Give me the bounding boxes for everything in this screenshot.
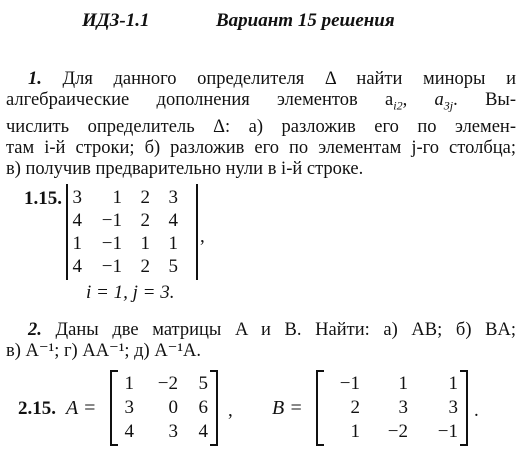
det-cell: 1 bbox=[112, 186, 122, 208]
det-row bbox=[68, 255, 196, 278]
matrix-a-cell: 4 bbox=[124, 421, 134, 442]
task1-line-1 bbox=[6, 69, 516, 90]
det-cell: 4 bbox=[72, 209, 82, 231]
doc-variant-title: Вариант 15 решения bbox=[216, 10, 395, 31]
task1-line-4: там i-й строки; б) разложив его по элементам j-го столбца; bbox=[6, 137, 516, 158]
matrix-b-cell: 3 bbox=[398, 397, 408, 418]
matrix-a-left-bracket bbox=[110, 370, 118, 446]
matrix-b-cell: −2 bbox=[387, 421, 408, 442]
task1-sub-i2: i2 bbox=[393, 98, 403, 113]
matrix-end-period: . bbox=[474, 400, 479, 421]
task1-a-symbol: a bbox=[434, 90, 444, 110]
task2-paragraph bbox=[6, 320, 516, 362]
task1-paragraph bbox=[6, 69, 516, 180]
matrix-b-left-bracket bbox=[316, 370, 324, 446]
matrix-b-cell: 1 bbox=[398, 373, 408, 394]
det-cell: 3 bbox=[168, 186, 178, 208]
det-cell: 4 bbox=[72, 255, 82, 277]
det-row bbox=[68, 186, 196, 209]
matrix-a bbox=[110, 370, 218, 446]
det-cell: 2 bbox=[140, 186, 150, 208]
problem-1-15-label: 1.15. bbox=[24, 188, 62, 209]
matrix-b-cell: −1 bbox=[339, 373, 360, 394]
task1-number: 1. bbox=[28, 69, 42, 89]
det-cell: 3 bbox=[72, 186, 82, 208]
doc-code: ИДЗ-1.1 bbox=[82, 10, 150, 31]
task2-line1-text: Даны две матрицы A и B. Найти: а) AB; б) BA; bbox=[55, 320, 516, 340]
matrix-a-cell: 1 bbox=[124, 373, 134, 394]
det-row bbox=[68, 209, 196, 232]
matrix-b-name: B = bbox=[272, 397, 303, 419]
matrix-a-cell: 0 bbox=[168, 397, 178, 418]
matrix-a-cell: 4 bbox=[198, 421, 208, 442]
task1-line2-tail: Вы- bbox=[485, 90, 517, 110]
det-cell: −1 bbox=[101, 232, 122, 254]
det-trailing-comma: , bbox=[200, 226, 205, 247]
task1-line-3: числить определитель Δ: а) разложив его по элемен- bbox=[6, 116, 516, 137]
matrix-b-cell: 2 bbox=[350, 397, 360, 418]
matrix-a-cell: −2 bbox=[157, 373, 178, 394]
task1-line-5: в) получив предварительно нули в i-й строке. bbox=[6, 158, 364, 179]
task1-line-2: алгебраические дополнения элементов $a_{i2}$, $a_{3j}$. Вы- bbox=[6, 90, 517, 113]
matrix-b-cell: 3 bbox=[448, 397, 458, 418]
det-cell: 1 bbox=[72, 232, 82, 254]
matrix-b-row bbox=[326, 396, 458, 420]
matrix-b-cell: 1 bbox=[350, 421, 360, 442]
matrix-a-name: A = bbox=[66, 397, 97, 419]
det-cell: 5 bbox=[168, 255, 178, 277]
det-cell: −1 bbox=[101, 255, 122, 277]
problem-2-15-label: 2.15. bbox=[18, 398, 56, 419]
task1-line2-text: алгебраические дополнения элементов a bbox=[6, 90, 394, 110]
task1-sub-3j: 3j bbox=[443, 98, 454, 113]
matrix-a-cell: 6 bbox=[198, 397, 208, 418]
matrix-a-cell: 3 bbox=[124, 397, 134, 418]
det-cell: 4 bbox=[168, 209, 178, 231]
det-cell: 2 bbox=[140, 255, 150, 277]
matrix-b-row bbox=[326, 372, 458, 396]
matrix-b-row bbox=[326, 420, 458, 444]
determinant-1-15 bbox=[66, 184, 198, 280]
matrix-a-row bbox=[120, 396, 208, 420]
matrix-a-row bbox=[120, 372, 208, 396]
det-cell: −1 bbox=[101, 209, 122, 231]
matrix-b-cell: −1 bbox=[437, 421, 458, 442]
matrix-a-cell: 5 bbox=[198, 373, 208, 394]
matrix-b-cell: 1 bbox=[448, 373, 458, 394]
det-cell: 1 bbox=[168, 232, 178, 254]
det-row bbox=[68, 232, 196, 255]
det-cell: 1 bbox=[140, 232, 150, 254]
matrix-separator-comma: , bbox=[228, 400, 233, 421]
condition-i-j: i = 1, j = 3. bbox=[86, 282, 175, 303]
matrix-a-cell: 3 bbox=[168, 421, 178, 442]
matrix-b-right-bracket bbox=[460, 370, 468, 446]
matrix-a-right-bracket bbox=[210, 370, 218, 446]
task2-number: 2. bbox=[28, 320, 42, 340]
matrix-a-row bbox=[120, 420, 208, 444]
task2-line-2: в) A⁻¹; г) AA⁻¹; д) A⁻¹A. bbox=[6, 341, 201, 361]
matrix-b bbox=[316, 370, 468, 446]
task2-line-1 bbox=[6, 320, 516, 341]
det-cell: 2 bbox=[140, 209, 150, 231]
task1-line1-text: Для данного определителя Δ найти миноры и bbox=[62, 69, 516, 89]
